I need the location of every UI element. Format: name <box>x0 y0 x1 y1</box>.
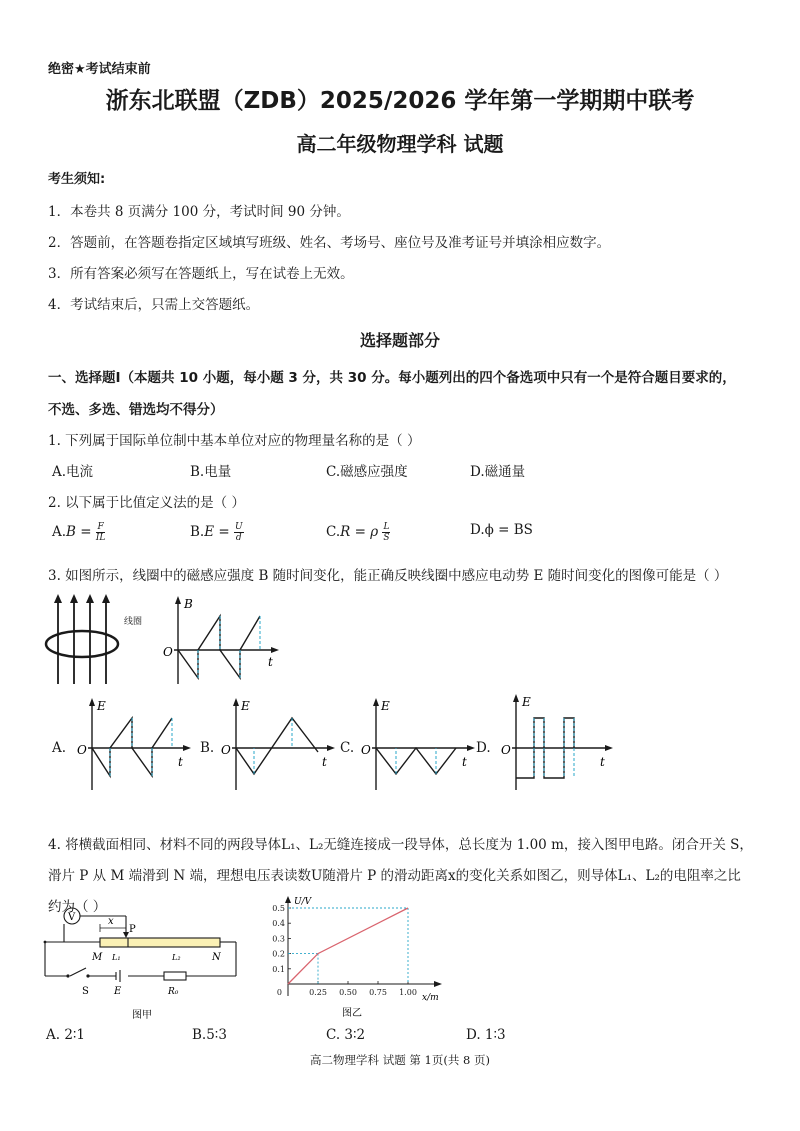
page-footer: 高二物理学科 试题 第 1页(共 8 页) <box>310 1053 490 1067</box>
data-series-line <box>288 908 408 984</box>
q2-option-a: A.B = $\frac{F}{IL}$ <box>52 522 106 543</box>
x-tick-label: 0.50 <box>339 988 357 997</box>
axis-label-e: E <box>241 699 250 713</box>
axis-label-e: E <box>522 695 531 709</box>
l1-label: L₁ <box>112 953 121 962</box>
q2-option-b: B.E = $\frac{U}{d}$ <box>190 522 243 543</box>
question-4-stem: 滑片 P 从 M 端滑到 N 端，理想电压表读数U随滑片 P 的滑动距离x的变化关系如图乙，则导体L₁、L₂的电阻率之比 <box>48 868 741 884</box>
q3-option-c-label: C. <box>340 740 355 756</box>
axis-label-t: t <box>322 755 327 769</box>
q2-option-c: C.R = ρ $\frac{L}{S}$ <box>326 522 390 543</box>
question-2-stem: 2. 以下属于比值定义法的是（ ） <box>48 495 245 511</box>
u-x-chart <box>262 896 452 1020</box>
origin-label: O <box>163 645 173 659</box>
question-4-stem: 约为（ ） <box>48 899 107 915</box>
axis-label-t: t <box>462 755 467 769</box>
question-3-stem: 3. 如图所示，线圈中的磁感应强度 B 随时间变化，能正确反映线圈中感应电动势 E 随时间变化的图像可能是（ ） <box>48 568 728 584</box>
q4-option-a: A. 2∶1 <box>46 1027 86 1043</box>
notice-item: 4．考试结束后，只需上交答题纸。 <box>48 297 260 313</box>
q3-option-b-label: B. <box>200 740 215 756</box>
notice-heading: 考生须知: <box>48 172 106 187</box>
option-b-graph <box>218 696 336 792</box>
exam-subtitle: 高二年级物理学科 试题 <box>296 132 504 156</box>
exam-title: 浙东北联盟（ZDB）2025/2026 学年第一学期期中联考 <box>105 88 695 114</box>
y-tick-label: 0.5 <box>272 904 285 913</box>
q4-option-b: B.5∶3 <box>192 1027 227 1043</box>
origin-label: O <box>77 743 87 757</box>
x-tick-label: 0 <box>276 988 282 997</box>
source-e-label: E <box>114 986 122 997</box>
part-instructions: 一、选择题Ⅰ（本题共 10 小题，每小题 3 分，共 30 分。每小题列出的四个备选项中只有一个是符合题目要求的， <box>48 370 736 386</box>
q1-option-b: B.电量 <box>190 464 232 480</box>
fraction: $\frac{U}{d}$ <box>234 522 243 543</box>
axis-label-b: B <box>184 597 193 611</box>
origin-label: O <box>221 743 231 757</box>
l2-label: L₂ <box>172 953 181 962</box>
y-tick-label: 0.2 <box>272 949 285 959</box>
y-tick-label: 0.1 <box>272 964 285 974</box>
axis-label-e: E <box>381 699 390 713</box>
b-t-graph <box>160 594 280 686</box>
question-4-stem: 4. 将横截面相同、材料不同的两段导体L₁、L₂无缝连接成一段导体，总长度为 1.00 m，接入图甲电路。闭合开关 S， <box>48 837 753 853</box>
x-label: x <box>108 916 114 927</box>
x-tick-label: 0.75 <box>369 988 387 997</box>
section-title: 选择题部分 <box>359 331 440 350</box>
confidential-label: 绝密★考试结束前 <box>48 62 151 77</box>
part-instructions: 不选、多选、错选均不得分） <box>48 402 224 418</box>
fraction: $\frac{L}{S}$ <box>383 522 390 543</box>
q4-option-c: C. 3∶2 <box>326 1027 366 1043</box>
x-axis-label: x/m <box>422 993 439 1003</box>
q1-option-d: D.磁通量 <box>470 464 526 480</box>
option-c-graph <box>358 696 476 792</box>
notice-item: 2．答题前，在答题卷指定区域填写班级、姓名、考场号、座位号及准考证号并填涂相应数字。 <box>48 235 611 251</box>
option-a-graph <box>74 696 192 792</box>
notice-item: 3．所有答案必须写在答题纸上，写在试卷上无效。 <box>48 266 354 282</box>
coil-figure <box>44 592 154 692</box>
r0-label: R₀ <box>168 987 179 997</box>
axis-label-t: t <box>178 755 183 769</box>
notice-item: 1．本卷共 8 页满分 100 分，考试时间 90 分钟。 <box>48 204 350 220</box>
option-d-graph <box>496 692 614 792</box>
q3-option-a-label: A. <box>52 740 67 756</box>
q2-option-d: D.ϕ = BS <box>470 522 533 538</box>
q3-option-d-label: D. <box>476 740 491 756</box>
voltmeter-label: V <box>68 912 76 923</box>
axis-label-t: t <box>600 755 605 769</box>
end-m-label: M <box>92 952 103 963</box>
coil-label: 线圈 <box>124 617 143 627</box>
axis-label-t: t <box>268 655 273 669</box>
switch-s-label: S <box>82 986 89 997</box>
y-axis-label: U/V <box>294 897 312 907</box>
end-n-label: N <box>212 952 221 963</box>
y-tick-label: 0.4 <box>272 919 285 929</box>
graph-caption: 图乙 <box>342 1008 362 1019</box>
question-1-stem: 1. 下列属于国际单位制中基本单位对应的物理量名称的是（ ） <box>48 433 421 449</box>
origin-label: O <box>361 743 371 757</box>
y-tick-label: 0.3 <box>272 934 285 944</box>
slider-p-label: P <box>129 924 136 935</box>
q1-option-c: C.磁感应强度 <box>326 464 408 480</box>
q4-option-d: D. 1∶3 <box>466 1027 506 1043</box>
circuit-diagram <box>40 902 244 1024</box>
axis-label-e: E <box>97 699 106 713</box>
fraction: $\frac{F}{IL}$ <box>95 522 106 543</box>
x-tick-label: 1.00 <box>399 988 417 997</box>
q1-option-a: A.电流 <box>52 464 94 480</box>
x-tick-label: 0.25 <box>309 988 327 997</box>
circuit-caption: 图甲 <box>132 1010 152 1021</box>
origin-label: O <box>501 743 511 757</box>
